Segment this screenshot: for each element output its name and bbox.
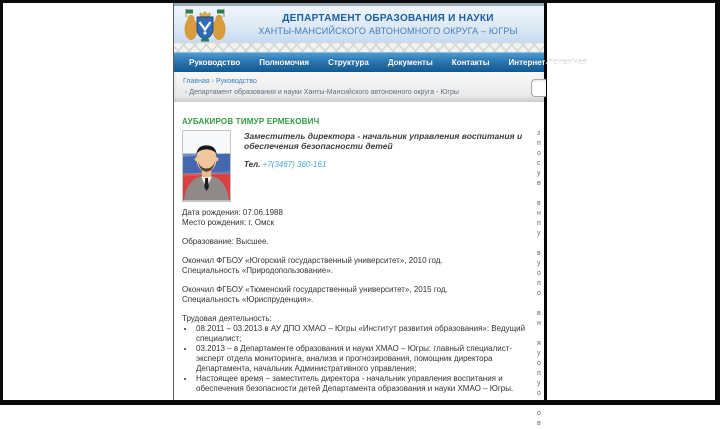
ornament-strip (174, 43, 544, 52)
breadcrumb-section-link[interactable]: Руководство (216, 78, 257, 85)
breadcrumb-current-page: Департамент образования и науки Ханты-Мансийского автономного округа - Югры (189, 89, 459, 96)
main-nav (174, 52, 587, 72)
breadcrumb-line-1 (183, 77, 536, 86)
breadcrumb-separator: › (211, 78, 214, 85)
site-title-block (228, 13, 544, 36)
education-2-university: Окончил ФГБОУ «Тюменский государственный университет», 2015 год. (182, 285, 448, 294)
breadcrumb-home-link[interactable]: Главная (183, 78, 210, 85)
frame-left-bar (0, 0, 3, 405)
education-1-specialty: Специальность «Природопользование». (182, 266, 333, 275)
nav-item-powers[interactable]: Полномочия (259, 58, 310, 67)
education-1-university: Окончил ФГБОУ «Югорский государственный университет», 2010 год. (182, 256, 443, 265)
birth-place: Место рождения: г. Омск (182, 218, 274, 227)
search-input[interactable] (531, 79, 546, 97)
webpage-screenshot-panel (173, 3, 587, 427)
phone-label: Тел. (244, 160, 261, 169)
birth-date: Дата рождения: 07.06.1988 (182, 208, 283, 217)
nav-item-internet-reception[interactable]: Интернет-приемная (508, 58, 587, 67)
site-title: ДЕПАРТАМЕНТ ОБРАЗОВАНИЯ И НАУКИ (282, 13, 494, 24)
position-title: Заместитель директора - начальник управления воспитания и обеспечения безопасности детей (244, 131, 523, 151)
breadcrumb-line-2 (183, 88, 536, 97)
phone-link[interactable]: +7(3467) 360-161 (262, 160, 327, 169)
nav-item-structure[interactable]: Структура (328, 58, 369, 67)
nav-item-contacts[interactable]: Контакты (451, 58, 490, 67)
birth-info (182, 208, 534, 228)
profile-info-block (244, 130, 529, 202)
site-header (174, 3, 544, 43)
profile-photo (182, 130, 231, 202)
site-subtitle: ХАНТЫ-МАНСИЙСКОГО АВТОНОМНОГО ОКРУГА – ЮГРЫ (258, 26, 518, 36)
education-2-specialty: Специальность «Юриспруденция». (182, 295, 314, 304)
cropped-text-fragments: з п о с у в в н п у в у о п о в н я у о п у о о в (537, 130, 541, 427)
coat-of-arms-logo-icon (182, 8, 228, 42)
nav-item-documents[interactable]: Документы (387, 58, 433, 67)
breadcrumb (174, 72, 544, 102)
education-entry-1 (182, 256, 534, 276)
page-title-profile-name: АУБАКИРОВ ТИМУР ЕРМЕКОВИЧ (182, 117, 320, 126)
career-list (182, 324, 534, 394)
career-item-1: • 08.2011 – 03.2013 в АУ ДПО ХМАО – Югры «Институт развития образования»: Ведущий специалист; (195, 324, 534, 344)
portrait-photo-icon (183, 131, 230, 201)
breadcrumb-separator-2: › (185, 89, 188, 96)
profile-details (182, 208, 534, 394)
frame-top-bar (0, 0, 720, 3)
career-item-2: • 03.2013 – в Департаменте образования и науки ХМАО – Югры: главный специалист-эксперт отдела мониторинга, анализа и прогнозирования, помощник директора Департамента, начальник Административного управления; (195, 344, 534, 374)
education-entry-2 (182, 285, 534, 305)
education-summary: Образование: Высшее. (182, 237, 269, 246)
career-item-3: • Настоящее время – заместитель директора - начальник управления воспитания и обеспечения безопасности детей Департамента образования и науки ХМАО – Югры. (195, 374, 534, 394)
frame-right-bar (715, 0, 720, 405)
profile-summary-row (182, 130, 534, 202)
career-heading: Трудовая деятельность: (182, 314, 272, 323)
phone-row (244, 160, 529, 169)
nav-item-leadership[interactable]: Руководство (189, 58, 241, 67)
frame-bottom-bar (0, 400, 720, 405)
profile-content (174, 102, 544, 394)
